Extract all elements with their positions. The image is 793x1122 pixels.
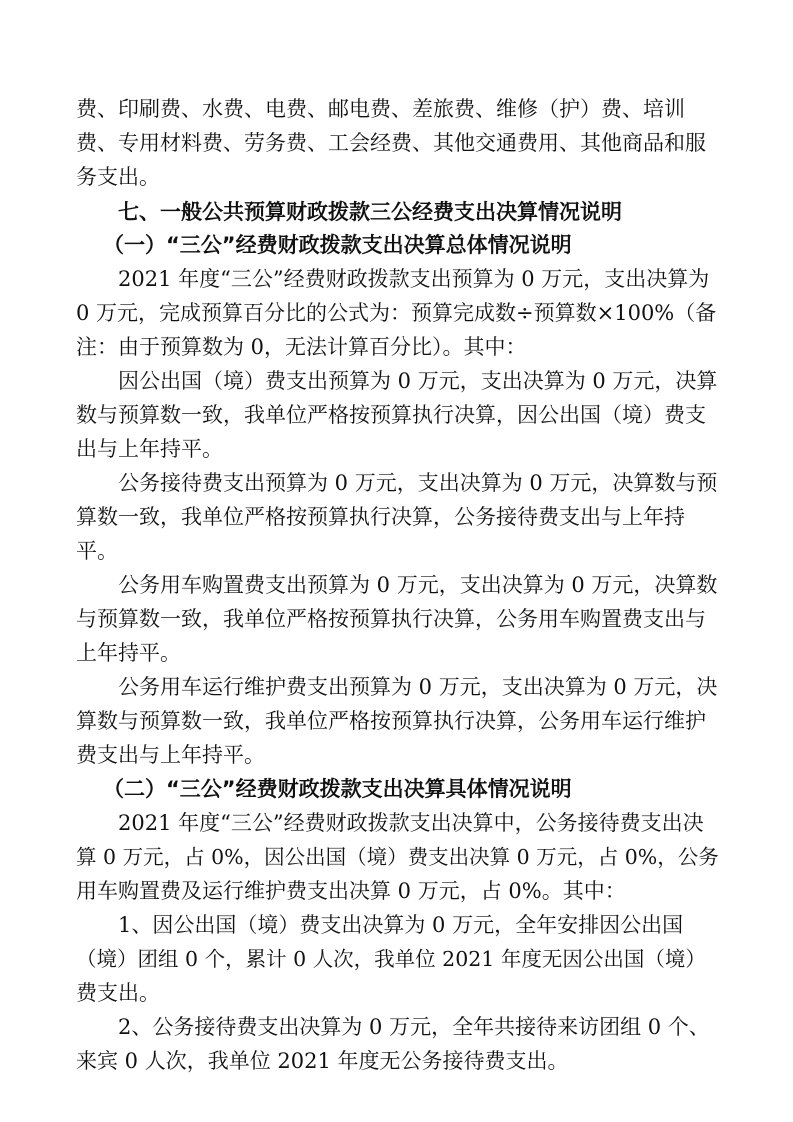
paragraph-line: 算数与预算数一致，我单位严格按预算执行决算，公务用车运行维护	[76, 709, 706, 733]
paragraph-line: 公务用车运行维护费支出预算为 0 万元，支出决算为 0 万元，决	[118, 675, 718, 699]
paragraph-line: 公务接待费支出预算为 0 万元，支出决算为 0 万元，决算数与预	[118, 471, 718, 495]
subsection-heading: （二）“三公”经费财政拨款支出决算具体情况说明	[103, 777, 572, 801]
paragraph-line: 因公出国（境）费支出预算为 0 万元，支出决算为 0 万元，决算	[118, 369, 718, 393]
paragraph-line: 2、公务接待费支出决算为 0 万元，全年共接待来访团组 0 个、	[118, 1015, 710, 1039]
paragraph-line: 算数一致，我单位严格按预算执行决算，公务接待费支出与上年持	[76, 505, 685, 529]
paragraph-line: 费、专用材料费、劳务费、工会经费、其他交通费用、其他商品和服	[76, 131, 706, 155]
paragraph-line: 2021 年度“三公”经费财政拨款支出决算中，公务接待费支出决	[118, 811, 704, 835]
paragraph-line: 1、因公出国（境）费支出决算为 0 万元，全年安排因公出国	[118, 913, 684, 937]
paragraph-line: 来宾 0 人次，我单位 2021 年度无公务接待费支出。	[76, 1049, 569, 1073]
paragraph-line: 算 0 万元，占 0%，因公出国（境）费支出决算 0 万元，占 0%，公务	[76, 845, 719, 869]
section-heading: 七、一般公共预算财政拨款三公经费支出决算情况说明	[118, 200, 622, 224]
paragraph-line: 2021 年度“三公”经费财政拨款支出预算为 0 万元，支出决算为	[118, 267, 710, 291]
paragraph-line: 公务用车购置费支出预算为 0 万元，支出决算为 0 万元，决算数	[118, 573, 718, 597]
paragraph-line: 平。	[76, 539, 118, 563]
paragraph-line: 0 万元，完成预算百分比的公式为：预算完成数÷预算数×100%（备	[76, 301, 717, 325]
paragraph-line: 上年持平。	[76, 641, 181, 665]
paragraph-line: 数与预算数一致，我单位严格按预算执行决算，因公出国（境）费支	[76, 403, 706, 427]
paragraph-line: （境）团组 0 个，累计 0 人次，我单位 2021 年度无因公出国（境）	[76, 947, 706, 971]
paragraph-line: 用车购置费及运行维护费支出决算 0 万元，占 0%。其中：	[76, 879, 626, 903]
paragraph-line: 费支出与上年持平。	[76, 743, 265, 767]
subsection-heading: （一）“三公”经费财政拨款支出决算总体情况说明	[103, 233, 572, 257]
paragraph-line: 出与上年持平。	[76, 437, 223, 461]
paragraph-line: 注：由于预算数为 0，无法计算百分比）。其中：	[76, 335, 527, 359]
paragraph-line: 务支出。	[76, 165, 160, 189]
paragraph-line: 与预算数一致，我单位严格按预算执行决算，公务用车购置费支出与	[76, 607, 706, 631]
paragraph-line: 费、印刷费、水费、电费、邮电费、差旅费、维修（护）费、培训	[76, 97, 685, 121]
paragraph-line: 费支出。	[76, 981, 160, 1005]
